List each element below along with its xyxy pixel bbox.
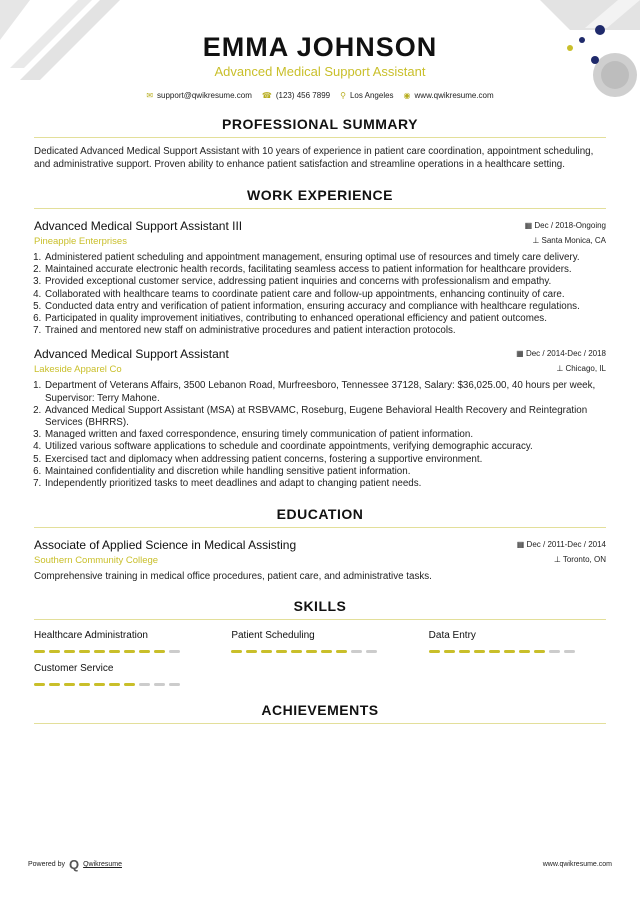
skill-segment (261, 650, 272, 653)
summary-section (0, 116, 640, 171)
bullet-item: 3. Managed written and faxed correspondence, ensuring timely communication of patient information. (44, 429, 606, 441)
skill-segment (276, 650, 287, 653)
skill-name: Healthcare Administration (34, 630, 148, 642)
skill-segment (534, 650, 545, 653)
contact-website[interactable]: ◉ www.qwikresume.com (403, 91, 494, 100)
job-bullets (34, 252, 606, 337)
skill-segment (154, 650, 165, 653)
calendar-icon: ▦ (516, 349, 526, 359)
achievements-heading: ACHIEVEMENTS (34, 702, 606, 724)
job-entry (34, 347, 606, 490)
page-footer (28, 857, 612, 872)
skill-name: Customer Service (34, 663, 114, 675)
skill-segment (504, 650, 515, 653)
bullet-item: 6. Participated in quality improvement initiatives, contributing to enhanced operational efficiency and patient outcomes. (44, 313, 606, 325)
contact-location: ⚲ Los Angeles (340, 91, 394, 100)
skill-segment (351, 650, 362, 653)
footer-website[interactable]: www.qwikresume.com (542, 861, 612, 868)
skill-item (34, 630, 211, 653)
contact-phone[interactable]: ☎ (123) 456 7899 (261, 91, 331, 100)
skill-segment (34, 650, 45, 653)
bullet-item: 5. Exercised tact and diplomacy when addressing patient concerns, fostering a supportive environment. (44, 454, 606, 466)
bullet-item: 1. Department of Veterans Affairs, 3500 Lebanon Road, Murfreesboro, Tennessee 37128, Salary: $36,025.00, 40 hours per week, Supervisor: Terry Mahone. (44, 380, 606, 404)
school-name: Southern Community College (34, 555, 159, 567)
bullet-item: 6. Maintained confidentiality and discretion while handling sensitive patient information. (44, 466, 606, 478)
brand-link[interactable]: Qwikresume (83, 861, 122, 868)
skill-item (34, 663, 211, 686)
skill-name: Data Entry (428, 630, 476, 642)
education-heading: EDUCATION (34, 506, 606, 528)
skill-segment (564, 650, 575, 653)
skill-level-bar (34, 650, 211, 653)
skill-level-bar (429, 650, 606, 653)
experience-heading: WORK EXPERIENCE (34, 187, 606, 209)
pin-icon: ⊥ (532, 236, 542, 245)
skill-segment (444, 650, 455, 653)
company-name: Lakeside Apparel Co (34, 364, 122, 376)
bullet-item: 1. Administered patient scheduling and appointment management, ensuring optimal use of resources and timely care delivery. (44, 252, 606, 264)
skill-item (231, 630, 408, 653)
calendar-icon: ▦ (516, 540, 527, 550)
skill-segment (139, 650, 150, 653)
skill-segment (366, 650, 377, 653)
skill-segment (474, 650, 485, 653)
calendar-icon: ▦ (524, 221, 535, 230)
degree-title: Associate of Applied Science in Medical Assisting (34, 538, 297, 553)
skill-level-bar (34, 683, 211, 686)
skill-segment (549, 650, 560, 653)
corner-decoration-left (0, 0, 120, 80)
skill-segment (64, 683, 75, 686)
candidate-name: EMMA JOHNSON (202, 32, 438, 62)
job-bullets (34, 380, 606, 490)
candidate-title: Advanced Medical Support Assistant (214, 64, 426, 79)
experience-section (0, 187, 640, 490)
job-title: Advanced Medical Support Assistant (34, 347, 229, 362)
education-location: ⊥ Toronto, ON (553, 555, 606, 565)
skill-segment (231, 650, 242, 653)
qwikresume-logo-icon: Q (68, 857, 80, 872)
powered-by-text: Powered by (28, 861, 65, 868)
education-section (0, 506, 640, 582)
skills-section (0, 598, 640, 686)
skill-segment (79, 650, 90, 653)
bullet-item: 2. Advanced Medical Support Assistant (MSA) at RSBVAMC, Roseburg, Eugene Behavioral Health Recovery and Reintegration Services (BHRRS). (44, 405, 606, 429)
phone-icon: ☎ (261, 91, 272, 100)
education-date: ▦ Dec / 2011-Dec / 2014 (516, 540, 606, 550)
skill-segment (49, 683, 60, 686)
bullet-item: 7. Trained and mentored new staff on administrative procedures and patient interaction protocols. (44, 325, 606, 337)
skill-segment (94, 650, 105, 653)
contact-email[interactable]: ✉ support@qwikresume.com (146, 91, 252, 100)
map-pin-icon: ⚲ (340, 91, 346, 100)
job-location: ⊥ Santa Monica, CA (532, 236, 606, 245)
education-description: Comprehensive training in medical office procedures, patient care, and administrative tasks. (34, 571, 432, 583)
skill-level-bar (231, 650, 408, 653)
skill-segment (154, 683, 165, 686)
skill-segment (336, 650, 347, 653)
bullet-item: 4. Utilized various software applications to schedule and coordinate appointments, verifying demographic accuracy. (44, 441, 606, 453)
pin-icon: ⊥ (553, 555, 563, 565)
skill-segment (64, 650, 75, 653)
job-location: ⊥ Chicago, IL (556, 364, 606, 374)
skill-segment (246, 650, 257, 653)
skill-segment (49, 650, 60, 653)
skill-segment (429, 650, 440, 653)
envelope-icon: ✉ (146, 91, 154, 100)
skill-segment (169, 650, 180, 653)
summary-text: Dedicated Advanced Medical Support Assistant with 10 years of experience in patient care coordination, appointment scheduling, and administrative support. Proven ability to enhance patient satisfaction and streamline operations in a healthcare setting. (34, 146, 594, 170)
skill-segment (94, 683, 105, 686)
job-date: ▦ Dec / 2014-Dec / 2018 (516, 349, 606, 359)
company-name: Pineapple Enterprises (34, 236, 127, 247)
bullet-item: 7. Independently prioritized tasks to meet deadlines and adapt to changing patient needs. (44, 478, 606, 490)
skill-segment (79, 683, 90, 686)
skills-grid (34, 630, 606, 686)
skill-segment (291, 650, 302, 653)
bullet-item: 3. Provided exceptional customer service, addressing patient inquiries and concerns with professionalism and empathy. (44, 276, 606, 288)
achievements-section (0, 702, 640, 724)
bullet-item: 2. Maintained accurate electronic health records, facilitating seamless access to patient information for healthcare providers. (44, 264, 606, 276)
skill-segment (109, 650, 120, 653)
skill-segment (519, 650, 530, 653)
skill-segment (34, 683, 45, 686)
skill-item (429, 630, 606, 653)
globe-icon: ◉ (403, 91, 411, 100)
pin-icon: ⊥ (556, 364, 566, 374)
skill-segment (321, 650, 332, 653)
skill-segment (124, 683, 135, 686)
skill-segment (109, 683, 120, 686)
summary-heading: PROFESSIONAL SUMMARY (34, 116, 606, 138)
bullet-item: 4. Collaborated with healthcare teams to coordinate patient care and follow-up appointments, enhancing continuity of care. (44, 289, 606, 301)
job-date: ▦ Dec / 2018-Ongoing (524, 221, 606, 230)
skill-segment (306, 650, 317, 653)
skill-segment (169, 683, 180, 686)
skill-segment (124, 650, 135, 653)
skills-heading: SKILLS (34, 598, 606, 620)
skill-segment (489, 650, 500, 653)
bullet-item: 5. Conducted data entry and verification of patient information, ensuring accuracy and compliance with healthcare regulations. (44, 301, 606, 313)
job-entry (34, 219, 606, 337)
corner-decoration-right (500, 0, 640, 110)
skill-segment (459, 650, 470, 653)
skill-segment (139, 683, 150, 686)
skill-name: Patient Scheduling (231, 630, 315, 642)
job-title: Advanced Medical Support Assistant III (34, 219, 243, 233)
